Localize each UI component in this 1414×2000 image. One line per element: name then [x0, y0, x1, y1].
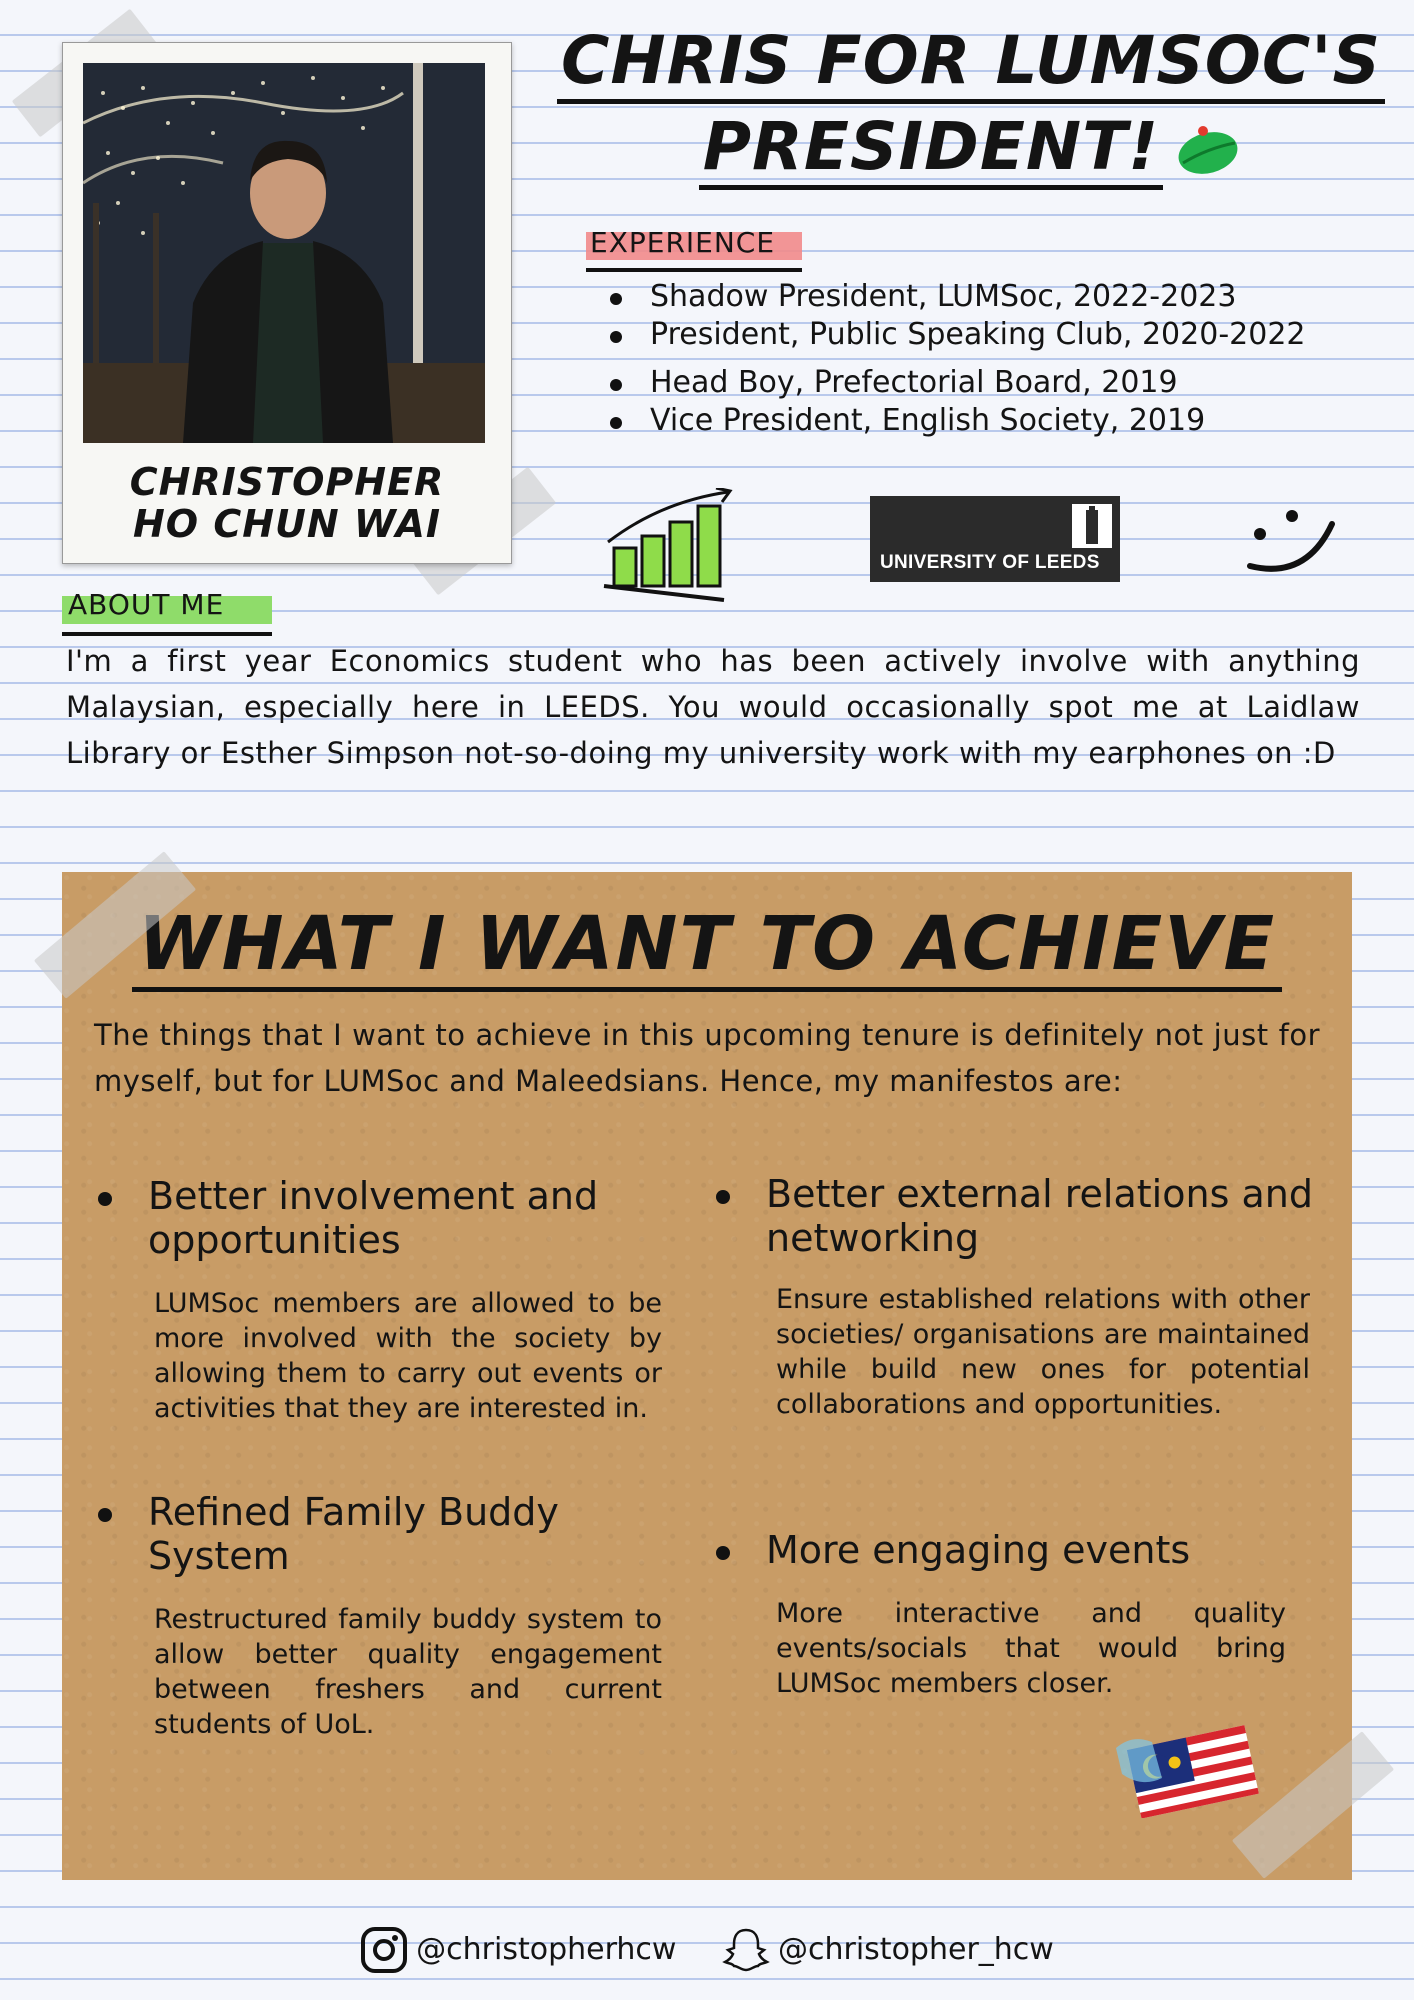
snapchat-handle: @christopher_hcw — [778, 1932, 1054, 1967]
snapchat-link[interactable] — [722, 1924, 1054, 1976]
portrait-illustration — [83, 63, 485, 443]
smiley-icon — [1246, 500, 1338, 580]
about-text: I'm a first year Economics student who has been actively involve with anything Malaysian, especially here in LEEDS. You would occasionally spot me at Laidlaw Library or Esther Simpson not-so-doing my university work with my earphones on :D — [66, 644, 1360, 770]
title-line-1: CHRIS FOR LUMSOC'S — [557, 22, 1385, 104]
manifesto-heading: Better involvement and opportunities — [98, 1174, 708, 1262]
experience-item: President, Public Speaking Club, 2020-2022 — [610, 316, 1400, 354]
manifesto-heading: More engaging events — [716, 1528, 1346, 1572]
about-label — [68, 588, 224, 621]
experience-item: Vice President, English Society, 2019 — [610, 402, 1400, 440]
growth-chart-icon — [600, 488, 740, 606]
experience-label-text: EXPERIENCE — [590, 226, 776, 259]
manifesto-heading: Better external relations and networking — [716, 1172, 1346, 1260]
profile-photo — [83, 63, 485, 443]
manifesto-body: LUMSoc members are allowed to be more involved with the society by allowing them to carry out events or activities that they are interested in. — [154, 1288, 662, 1424]
instagram-link[interactable] — [360, 1924, 676, 1976]
experience-label — [590, 226, 775, 259]
experience-item: Head Boy, Prefectorial Board, 2019 — [610, 364, 1400, 402]
name-line-1: CHRISTOPHER — [129, 460, 445, 504]
snapchat-icon — [722, 1926, 770, 1974]
instagram-icon — [360, 1926, 408, 1974]
profile-polaroid — [62, 42, 512, 564]
title-line-2: PRESIDENT! — [699, 108, 1164, 190]
manifesto-heading: Refined Family Buddy System — [98, 1490, 708, 1578]
instagram-handle: @christopherhcw — [416, 1932, 677, 1967]
social-links — [0, 1924, 1414, 1991]
manifesto-body: More interactive and quality events/socials that would bring LUMSoc members closer. — [776, 1598, 1286, 1699]
name-line-2: HO CHUN WAI — [132, 502, 442, 546]
leaf-icon — [1173, 123, 1243, 179]
achieve-title — [62, 902, 1352, 986]
achieve-intro: The things that I want to achieve in this upcoming tenure is definitely not just for myself, but for LUMSoc and Maleedsians. Hence, my manifestos are: — [94, 1018, 1320, 1098]
university-logo — [870, 496, 1120, 582]
tower-icon — [1072, 504, 1112, 548]
manifesto-body: Ensure established relations with other societies/ organisations are maintained while build new ones for potential collaborations and opportunities. — [776, 1284, 1310, 1420]
about-label-text: ABOUT ME — [68, 588, 225, 621]
manifesto-body: Restructured family buddy system to allow better quality engagement between freshers and current students of UoL. — [154, 1604, 662, 1740]
achieve-title-text: WHAT I WANT TO ACHIEVE — [132, 901, 1282, 992]
university-logo-text: UNIVERSITY OF LEEDS — [880, 552, 1100, 573]
page-title — [556, 18, 1386, 190]
experience-list — [610, 278, 1400, 440]
experience-item: Shadow President, LUMSoc, 2022-2023 — [610, 278, 1400, 316]
achieve-board — [62, 872, 1352, 1880]
malaysia-flag-icon — [1112, 1718, 1262, 1818]
